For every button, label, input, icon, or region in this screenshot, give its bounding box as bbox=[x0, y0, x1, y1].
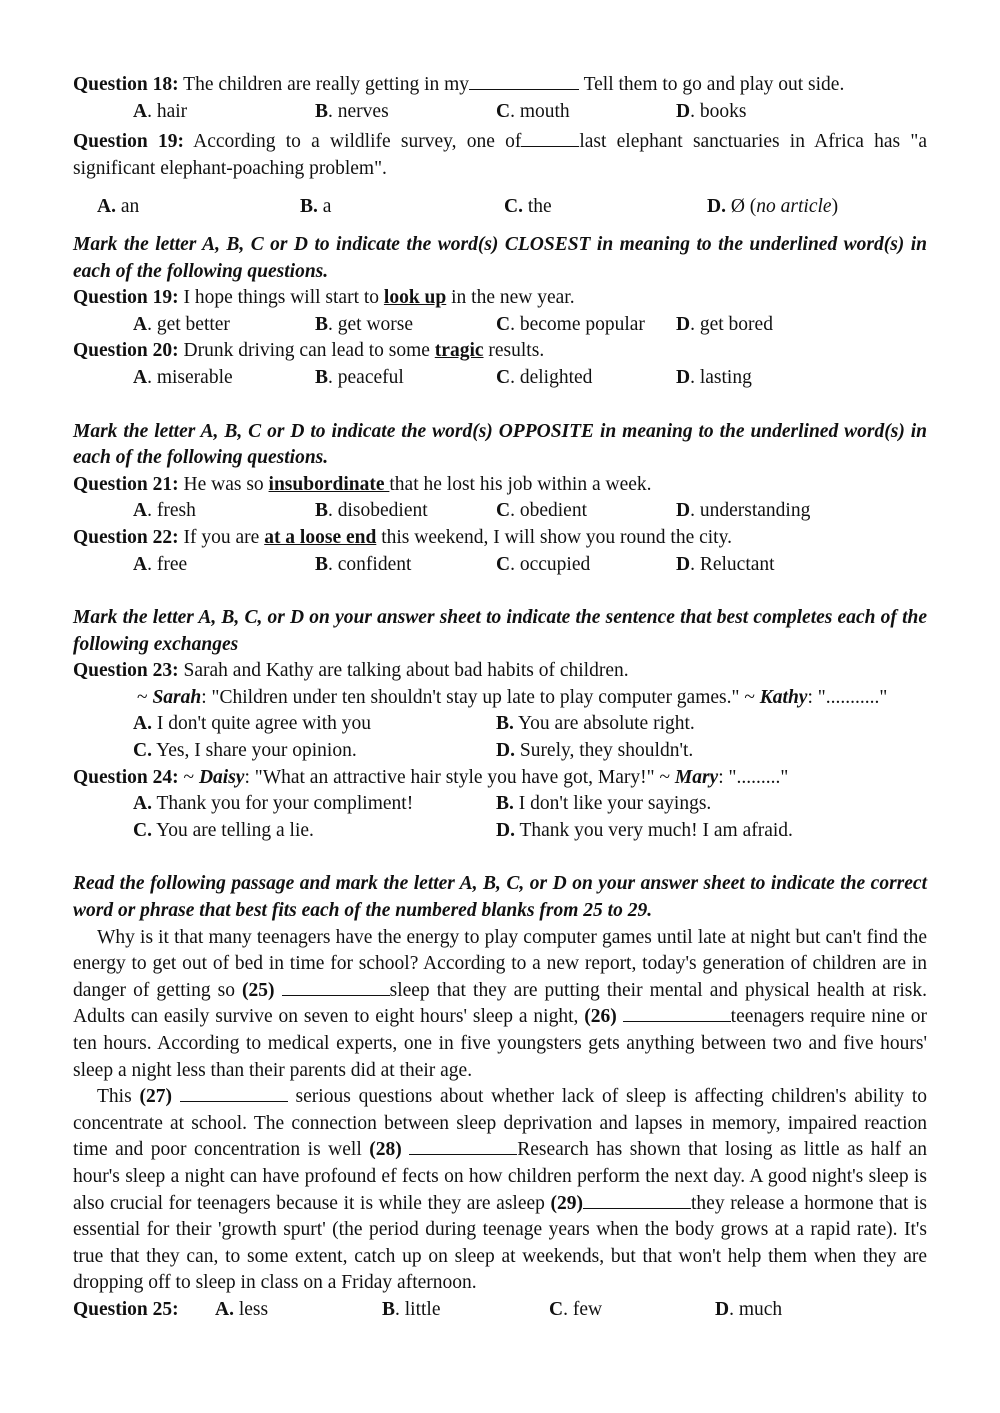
option-c: C. You are telling a lie. bbox=[133, 819, 314, 841]
option-a: A. free bbox=[133, 553, 188, 575]
option-c: C. obedient bbox=[496, 500, 587, 522]
option-c: C. occupied bbox=[496, 553, 591, 575]
option-c: C. delighted bbox=[496, 366, 593, 388]
speaker-name: Daisy bbox=[198, 766, 245, 788]
options-q23-row2 bbox=[73, 738, 927, 765]
option-a: A. get better bbox=[133, 313, 230, 335]
speaker-name: Sarah bbox=[152, 686, 202, 708]
question-22: Question 22: If you are at a loose end this weekend, I will show you round the city. bbox=[73, 526, 732, 548]
option-b: B. peaceful bbox=[315, 366, 404, 388]
worksheet-page bbox=[73, 72, 927, 1324]
options-q24-row2 bbox=[73, 818, 927, 845]
option-b: B. disobedient bbox=[315, 500, 428, 522]
option-d: D. understanding bbox=[676, 500, 811, 522]
blank-number: (28) bbox=[369, 1139, 402, 1161]
question-label: Question 19: bbox=[73, 287, 179, 309]
question-label: Question 18: bbox=[73, 74, 179, 95]
options-q19-article bbox=[73, 194, 927, 221]
question-label: Question 24: bbox=[73, 766, 179, 788]
question-25 bbox=[73, 1297, 927, 1324]
option-d: D. much bbox=[715, 1298, 783, 1320]
option-a: A. I don't quite agree with you bbox=[133, 713, 372, 735]
option-d: D. Reluctant bbox=[676, 553, 775, 575]
options-q19-closest bbox=[73, 312, 927, 339]
option-d: D. get bored bbox=[676, 313, 773, 335]
options-q24-row1 bbox=[73, 791, 927, 818]
options-q21 bbox=[73, 498, 927, 525]
underlined-word: tragic bbox=[434, 340, 484, 362]
underlined-word: insubordinate bbox=[268, 473, 390, 495]
dialogue-q23: ~ Sarah: "Children under ten shouldn't stay up late to play computer games." ~ Kathy: "..........." bbox=[137, 686, 888, 708]
answer-blank bbox=[282, 979, 390, 996]
question-label: Question 19: bbox=[73, 131, 184, 153]
option-d: D. books bbox=[676, 100, 747, 122]
question-stem: last elephant sanctuaries in Africa has "a significant elephant-poaching problem". bbox=[73, 131, 927, 179]
options-q22 bbox=[73, 552, 927, 579]
question-stem: The children are really getting in my bbox=[178, 74, 470, 95]
question-label: Question 22: bbox=[73, 526, 179, 548]
question-stem: Tell them to go and play out side. bbox=[579, 74, 845, 95]
options-q18 bbox=[73, 99, 927, 126]
option-a: A. miserable bbox=[133, 366, 233, 388]
option-d: D. Thank you very much! I am afraid. bbox=[496, 819, 793, 841]
question-19-article bbox=[73, 129, 927, 182]
question-19-closest: Question 19: I hope things will start to look up in the new year. bbox=[73, 287, 575, 309]
answer-blank bbox=[623, 1005, 731, 1022]
question-label: Question 21: bbox=[73, 473, 179, 495]
answer-blank bbox=[180, 1085, 288, 1102]
option-d: D. lasting bbox=[676, 366, 752, 388]
answer-blank bbox=[521, 130, 579, 147]
option-b: B. a bbox=[300, 196, 332, 218]
option-a: A. fresh bbox=[133, 500, 196, 522]
blank-number: (25) bbox=[242, 979, 275, 1001]
option-c: C. few bbox=[549, 1298, 603, 1320]
option-c: C. Yes, I share your opinion. bbox=[133, 740, 357, 762]
question-21: Question 21: He was so insubordinate that he lost his job within a week. bbox=[73, 473, 652, 495]
option-b: B. I don't like your sayings. bbox=[496, 793, 712, 815]
instruction-exchanges: Mark the letter A, B, C, or D on your answer sheet to indicate the sentence that best completes each of the following exchanges bbox=[73, 607, 927, 655]
answer-blank bbox=[469, 73, 579, 90]
underlined-word: look up bbox=[383, 287, 447, 309]
question-23: Question 23: Sarah and Kathy are talking about bad habits of children. bbox=[73, 660, 629, 682]
passage-paragraph-1: Why is it that many teenagers have the energy to play computer games until late at night but can't find the energy to get out of bed in time for school? According to a new report, today's generation of children are in danger of getting so (25) sleep that they are putting their mental and physical health at risk. Adults can easily survive on seven to eight hours' sleep a night, (26) teenagers require nine or ten hours. According to medical experts, one in five youngsters gets anything between two and five hours' sleep a night less than their parents did at their age. bbox=[73, 926, 928, 1081]
option-b: B. You are absolute right. bbox=[496, 713, 695, 735]
question-label: Question 20: bbox=[73, 340, 179, 362]
blank-number: (27) bbox=[139, 1086, 172, 1108]
option-a: A. hair bbox=[133, 100, 188, 122]
option-b: B. nerves bbox=[315, 100, 389, 122]
blank-number: (26) bbox=[584, 1006, 617, 1028]
passage-paragraph-2: This (27) serious questions about whether lack of sleep is affecting children's ability to concentrate at school. The connection between sleep deprivation and lapses in memory, impaired reaction time and poor concentration is well (28) Research has shown that losing as little as half an hour's sleep a night can have profound ef fects on how children perform the next day. A good night's sleep is also crucial for teenagers because it is while they are asleep (29) they release a hormone that is essential for their 'growth spurt' (the period during teenage years when the body grows at a rapid rate). It's true that they can, to some extent, catch up on sleep at weekends, but that won't help them when they are dropping off to sleep in class on a Friday afternoon. bbox=[73, 1086, 928, 1294]
option-b: B. get worse bbox=[315, 313, 414, 335]
underlined-word: at a loose end bbox=[264, 526, 377, 548]
option-c: C. become popular bbox=[496, 313, 645, 335]
option-d: D. Surely, they shouldn't. bbox=[496, 740, 694, 762]
speaker-name: Kathy bbox=[759, 686, 808, 708]
answer-blank bbox=[583, 1192, 691, 1209]
instruction-closest: Mark the letter A, B, C or D to indicate the word(s) CLOSEST in meaning to the underlined word(s) in each of the following questions. bbox=[73, 233, 927, 282]
blank-number: (29) bbox=[550, 1192, 584, 1214]
option-c: C. mouth bbox=[496, 100, 570, 122]
instruction-passage: Read the following passage and mark the letter A, B, C, or D on your answer sheet to indicate the correct word or phrase that best fits each of the numbered blanks from 25 to 29. bbox=[73, 873, 927, 922]
option-a: A. an bbox=[97, 196, 140, 218]
options-q20 bbox=[73, 365, 927, 392]
question-24: Question 24: ~ Daisy: "What an attractive hair style you have got, Mary!" ~ Mary: "........." bbox=[73, 766, 789, 788]
question-label: Question 25: bbox=[73, 1298, 179, 1320]
speaker-name: Mary bbox=[674, 766, 719, 788]
question-label: Question 23: bbox=[73, 660, 179, 682]
option-c: C. the bbox=[504, 196, 552, 218]
option-b: B. confident bbox=[315, 553, 412, 575]
options-q23-row1 bbox=[73, 711, 927, 738]
option-b: B. little bbox=[382, 1298, 441, 1320]
instruction-opposite: Mark the letter A, B, C or D to indicate the word(s) OPPOSITE in meaning to the underlined word(s) in each of the following questions. bbox=[73, 420, 927, 469]
answer-blank bbox=[409, 1138, 517, 1155]
question-stem: According to a wildlife survey, one of bbox=[184, 131, 522, 153]
option-a: A. Thank you for your compliment! bbox=[133, 793, 414, 815]
option-a: A. less bbox=[215, 1298, 269, 1320]
question-20: Question 20: Drunk driving can lead to some tragic results. bbox=[73, 340, 545, 362]
question-18 bbox=[73, 72, 927, 99]
option-d: D. Ø (no article) bbox=[707, 196, 839, 218]
